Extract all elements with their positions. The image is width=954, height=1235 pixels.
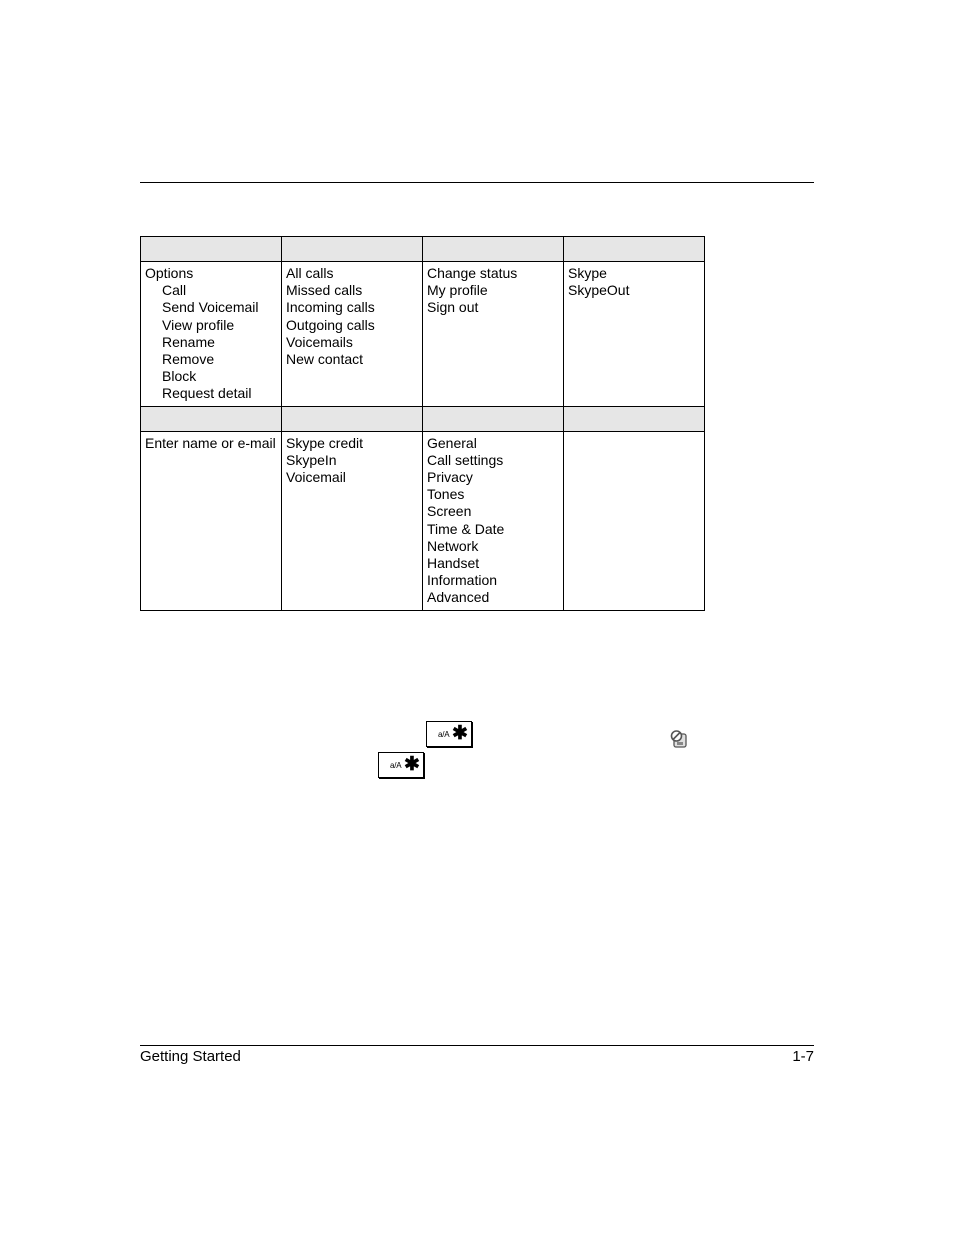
list-item: New contact	[286, 351, 364, 368]
list-item: Send Voicemail	[162, 299, 259, 316]
list-item: Skype	[568, 265, 607, 281]
list-item: Information	[427, 572, 498, 589]
list-item: Request detail	[162, 385, 252, 402]
settings-menu-cell	[423, 431, 564, 610]
header-cell	[423, 237, 564, 262]
list-item: Enter name or e-mail	[145, 434, 276, 451]
list-item: Call settings	[427, 451, 504, 468]
empty-cell	[564, 431, 705, 610]
list-item: Tones	[427, 486, 465, 503]
list-item: Time & Date	[427, 520, 505, 537]
list-item: General	[427, 434, 477, 451]
call-menu-cell	[564, 262, 705, 407]
list-item: Remove	[162, 351, 215, 368]
header-cell	[564, 237, 705, 262]
table-row	[141, 262, 705, 407]
list-item: Voicemails	[286, 333, 353, 350]
header-cell	[141, 237, 282, 262]
search-menu-cell	[141, 431, 282, 610]
list-item: All calls	[286, 265, 334, 281]
list-item: Block	[162, 368, 197, 385]
list-item: Network	[427, 537, 479, 554]
list-item: View profile	[162, 316, 235, 333]
list-item: Privacy	[427, 469, 473, 486]
page-number: 1-7	[792, 1048, 814, 1065]
header-cell	[141, 406, 282, 431]
header-cell	[423, 406, 564, 431]
list-item: Missed calls	[286, 282, 363, 299]
header-rule	[140, 182, 814, 183]
header-cell	[282, 237, 423, 262]
table-header-row	[141, 237, 705, 262]
list-item: My profile	[427, 282, 488, 299]
services-menu-cell	[282, 431, 423, 610]
list-item: Handset	[427, 555, 480, 572]
list-item: Screen	[427, 503, 472, 520]
chapter-title: Getting Started	[140, 1048, 241, 1065]
list-item: Voicemail	[286, 469, 346, 486]
star-key-icon	[426, 721, 472, 747]
list-item: SkypeOut	[568, 282, 630, 299]
table-header-row	[141, 406, 705, 431]
history-menu-cell	[282, 262, 423, 407]
status-menu-cell	[423, 262, 564, 407]
list-item: Skype credit	[286, 434, 364, 451]
header-cell	[564, 406, 705, 431]
contacts-menu-cell	[141, 262, 282, 407]
asterisk-icon: ✱	[404, 754, 420, 775]
list-item: Incoming calls	[286, 299, 375, 316]
header-cell	[282, 406, 423, 431]
list-item: Options	[145, 265, 194, 281]
list-item: Sign out	[427, 299, 479, 316]
silent-mode-icon	[669, 729, 689, 749]
table-row	[141, 431, 705, 610]
list-item: SkypeIn	[286, 451, 337, 468]
list-item: Change status	[427, 265, 518, 281]
menu-structure-table	[140, 236, 705, 611]
asterisk-icon: ✱	[452, 723, 468, 744]
list-item: Rename	[162, 333, 215, 350]
list-item: Call	[162, 282, 187, 299]
star-key-icon	[378, 752, 424, 778]
key-label: a/A	[390, 761, 402, 770]
footer-rule	[140, 1045, 814, 1046]
key-label: a/A	[438, 730, 450, 739]
list-item: Outgoing calls	[286, 316, 375, 333]
list-item: Advanced	[427, 589, 490, 606]
